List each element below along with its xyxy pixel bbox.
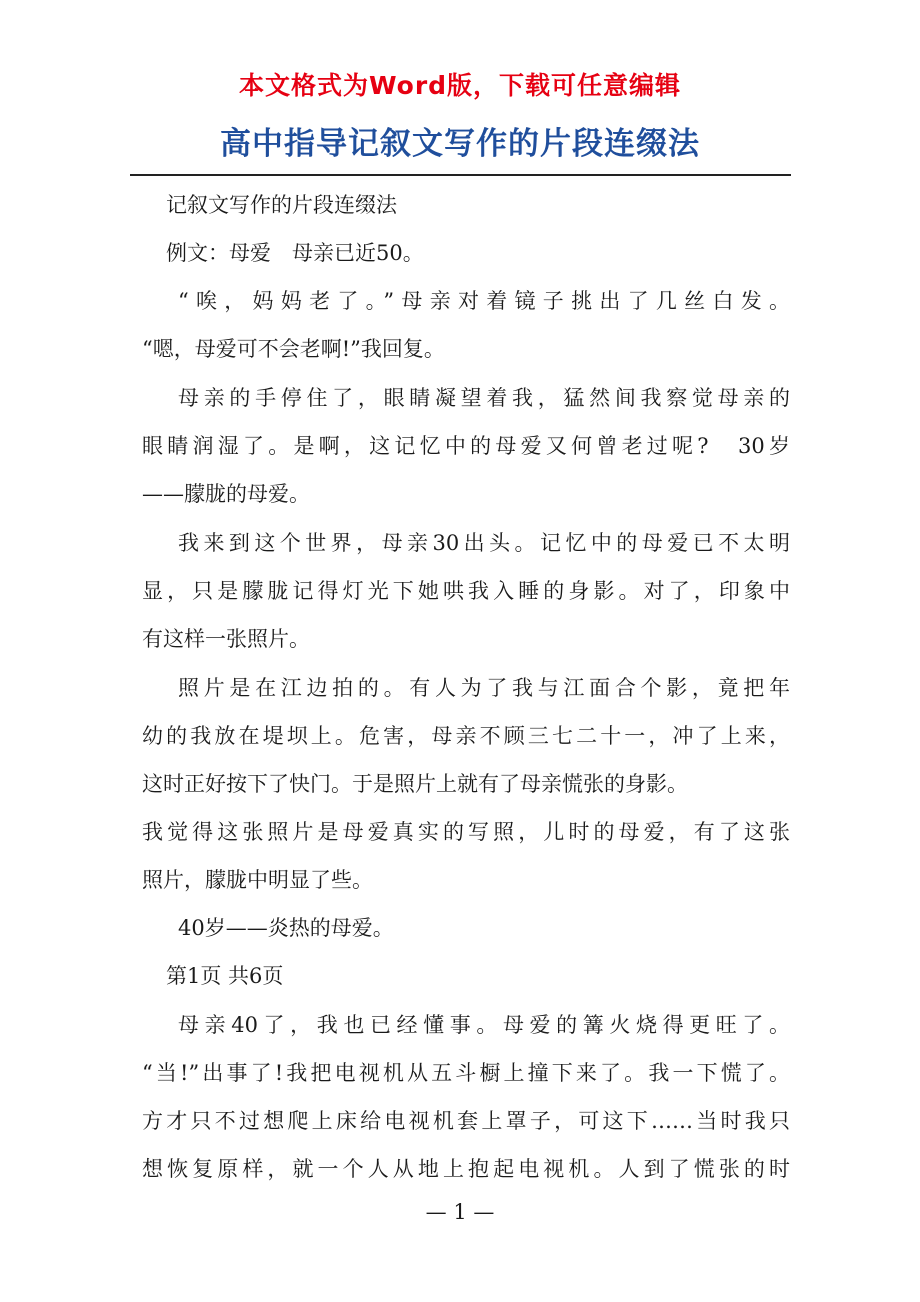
body-line: 我来到这个世界，母亲30出头。记忆中的母爱已不太明 [178, 531, 790, 555]
body-line: 幼的我放在堤坝上。危害，母亲不顾三七二十一，冲了上来， [142, 724, 790, 748]
page-count-line: 第1页 共6页 [166, 964, 284, 988]
body-line: 方才只不过想爬上床给电视机套上罩子，可这下……当时我只 [142, 1109, 790, 1133]
body-line: 40岁——炎热的母爱。 [178, 916, 394, 940]
body-line: ——朦胧的母爱。 [142, 482, 310, 506]
body-line: 母亲的手停住了，眼睛凝望着我，猛然间我察觉母亲的 [178, 386, 790, 410]
body-line: 例文：母爱 母亲已近50。 [166, 241, 424, 265]
body-line: 显，只是朦胧记得灯光下她哄我入睡的身影。对了，印象中 [142, 579, 790, 603]
body-line: 有这样一张照片。 [142, 627, 310, 651]
body-line: 母亲40了，我也已经懂事。母爱的篝火烧得更旺了。 [178, 1013, 790, 1037]
body-line: “当!”出事了!我把电视机从五斗橱上撞下来了。我一下慌了。 [142, 1061, 790, 1085]
body-line: 照片，朦胧中明显了些。 [142, 868, 373, 892]
body-line: 这时正好按下了快门。于是照片上就有了母亲慌张的身影。 [142, 772, 688, 796]
body-line: 我觉得这张照片是母爱真实的写照，儿时的母爱，有了这张 [142, 820, 790, 844]
title-divider [130, 174, 791, 176]
body-line: 照片是在江边拍的。有人为了我与江面合个影，竟把年 [178, 676, 790, 700]
body-line: “嗯，母爱可不会老啊!”我回复。 [142, 337, 445, 361]
body-line: 记叙文写作的片段连缀法 [166, 193, 397, 217]
document-title: 高中指导记叙文写作的片段连缀法 [220, 126, 700, 162]
body-line: “唉，妈妈老了。”母亲对着镜子挑出了几丝白发。 [178, 289, 790, 313]
page-number: — 1 — [425, 1200, 495, 1224]
body-line: 想恢复原样，就一个人从地上抱起电视机。人到了慌张的时 [142, 1157, 790, 1181]
body-line: 眼睛润湿了。是啊，这记忆中的母爱又何曾老过呢? 30岁 [142, 434, 790, 458]
word-format-banner: 本文格式为Word版，下载可任意编辑 [238, 71, 682, 100]
